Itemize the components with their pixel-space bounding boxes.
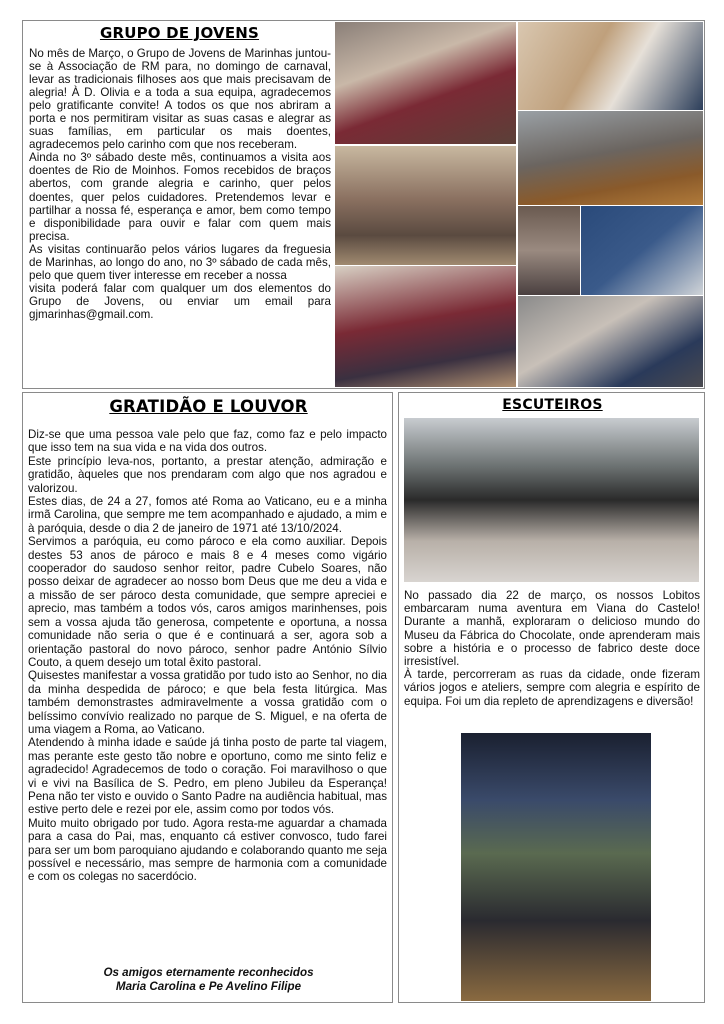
photo-lobitos-group — [461, 733, 651, 1001]
article-body — [28, 428, 387, 884]
section-title: ESCUTEIROS — [502, 397, 603, 413]
photo-group-at-table — [335, 22, 516, 144]
signature-names: Maria Carolina e Pe Avelino Filipe — [115, 980, 302, 993]
paragraph: Servimos a paróquia, eu como pároco e ela como auxiliar. Depois destes 53 anos de pároco e mais 8 e 4 meses como vigário cooperador do saudoso senhor reitor, padre Cubelo Soares, não posso deixar de agradecer ao nosso bom Deus que me deu a vida e a missão de ser pároco desta comunidade, que sempre apreciei e aprecio, mas também a todos vós, caros amigos marinhenses, pois sem a vossa ajuda tão generosa, competente e oportuna, a nossa comunidade não seria o que é e continuará a ser, agora sob a orientação pastoral do novo pároco, senhor padre António Sílvio Couto, a quem desejo um total êxito pastoral. — [28, 535, 387, 669]
paragraph: No passado dia 22 de março, os nossos Lobitos embarcaram numa aventura em Viana do Castelo! Durante a manhã, exploraram o delicioso mundo do Museu da Fábrica do Chocolate, onde aprenderam mais sobre a história e o processo de fabrico deste doce irresistível. — [404, 589, 700, 669]
paragraph: visita poderá falar com qualquer um dos elementos do Grupo de Jovens, ou enviar um email para gjmarinhas@gmail.com. — [29, 281, 331, 321]
photo-group-on-couch — [335, 266, 516, 387]
paragraph: As visitas continuarão pelos vários lugares da freguesia de Marinhas, ao longo do ano, no 3º sábado de cada mês, pelo que quem tiver interesse em receber a nossa — [29, 242, 331, 282]
article-body — [404, 589, 700, 708]
escuteiros-section — [398, 392, 705, 1003]
photo-filhoses-hands — [518, 22, 703, 110]
signature — [23, 966, 394, 994]
gratidao-section — [22, 392, 393, 1003]
section-title: GRATIDÃO E LOUVOR — [109, 397, 308, 416]
section-title: GRUPO DE JOVENS — [99, 24, 260, 42]
paragraph: Ainda no 3º sábado deste mês, continuamos a visita aos doentes de Rio de Moinhos. Fomos recebidos de braços abertos, com grande alegria e carinho, quer pelos doentes, quer pelos cuidadores. Pretendemos levar e partilhar a nossa fé, esperança e amor, bem como tempo e disponibilidade para ouvir e falar com quem mais precisa. — [29, 151, 331, 243]
photo-lobitos-game — [404, 418, 699, 582]
paragraph: Atendendo à minha idade e saúde já tinha posto de parte tal viagem, mas perante este gesto tão nobre e oportuno, como me sinto feliz e agradecido! Agradecemos de todo o coração. Foi maravilhoso o que vi e vivi na Basílica de S. Pedro, em pleno Jubileu da Esperança! Pena não ter visto e ouvido o Santo Padre na audiência habitual, mas estive perto dele e rezei por ele, assim como por todos vós. — [28, 736, 388, 817]
paragraph: No mês de Março, o Grupo de Jovens de Marinhas juntou-se à Associação de RM para, no domingo de carnaval, levar as tradicionais filhoses aos que mais precisavam de alegria! À D. Olivia e a toda a sua equipa, agradecemos pelo gratificante convite! A todos os que nos abriram a porta e nos permitiram visitar as suas casas e alegrar as suas famílias, em particular os mais doentes, agradecemos pelo carinho com que nos receberam. — [29, 47, 331, 152]
photo-elderly-woman — [518, 296, 703, 387]
photo-visit-elder — [335, 146, 516, 265]
paragraph: Este princípio leva-nos, portanto, a prestar atenção, admiração e gratidão, àqueles que nos prendaram com algo que nos agradou e valorizou. — [28, 454, 387, 495]
paragraph: Diz-se que uma pessoa vale pelo que faz, como faz e pelo impacto que isso tem na sua vida e na vida dos outros. — [28, 428, 387, 455]
paragraph: À tarde, percorreram as ruas da cidade, onde fizeram vários jogos e ateliers, sempre com alegria e espírito de equipa. Foi um dia repleto de aprendizagens e diversão! — [404, 668, 700, 708]
article-body — [29, 47, 331, 321]
photo-detail-left — [518, 206, 580, 295]
photo-detail-right — [581, 206, 703, 295]
paragraph: Muito muito obrigado por tudo. Agora resta-me aguardar a chamada para a casa do Pai, mas, enquanto cá estiver convosco, tudo farei para ser um bom paroquiano ajudando e colaborando quanto me seja possível e necessário, mas sempre de harmonia com a comunidade e com os colegas no sacerdócio. — [28, 816, 388, 884]
photo-kitchen — [518, 111, 703, 205]
paragraph: Quisestes manifestar a vossa gratidão por tudo isto ao Senhor, no dia da minha despedida de pároco; e que bela festa litúrgica. Mas também demonstrastes admiravelmente a vossa gratidão com o belíssimo convívio realizado no parque de S. Miguel, e na oferta de uma viagem a Roma, ao Vaticano. — [28, 669, 387, 736]
grupo-jovens-section — [22, 20, 705, 389]
signature-line: Os amigos eternamente reconhecidos — [103, 966, 314, 979]
paragraph: Estes dias, de 24 a 27, fomos até Roma ao Vaticano, eu e a minha irmã Carolina, que sempre me tem acompanhado e ajudado, a mim e à paróquia, desde o dia 2 de janeiro de 1971 até 13/10/2024. — [28, 495, 387, 535]
